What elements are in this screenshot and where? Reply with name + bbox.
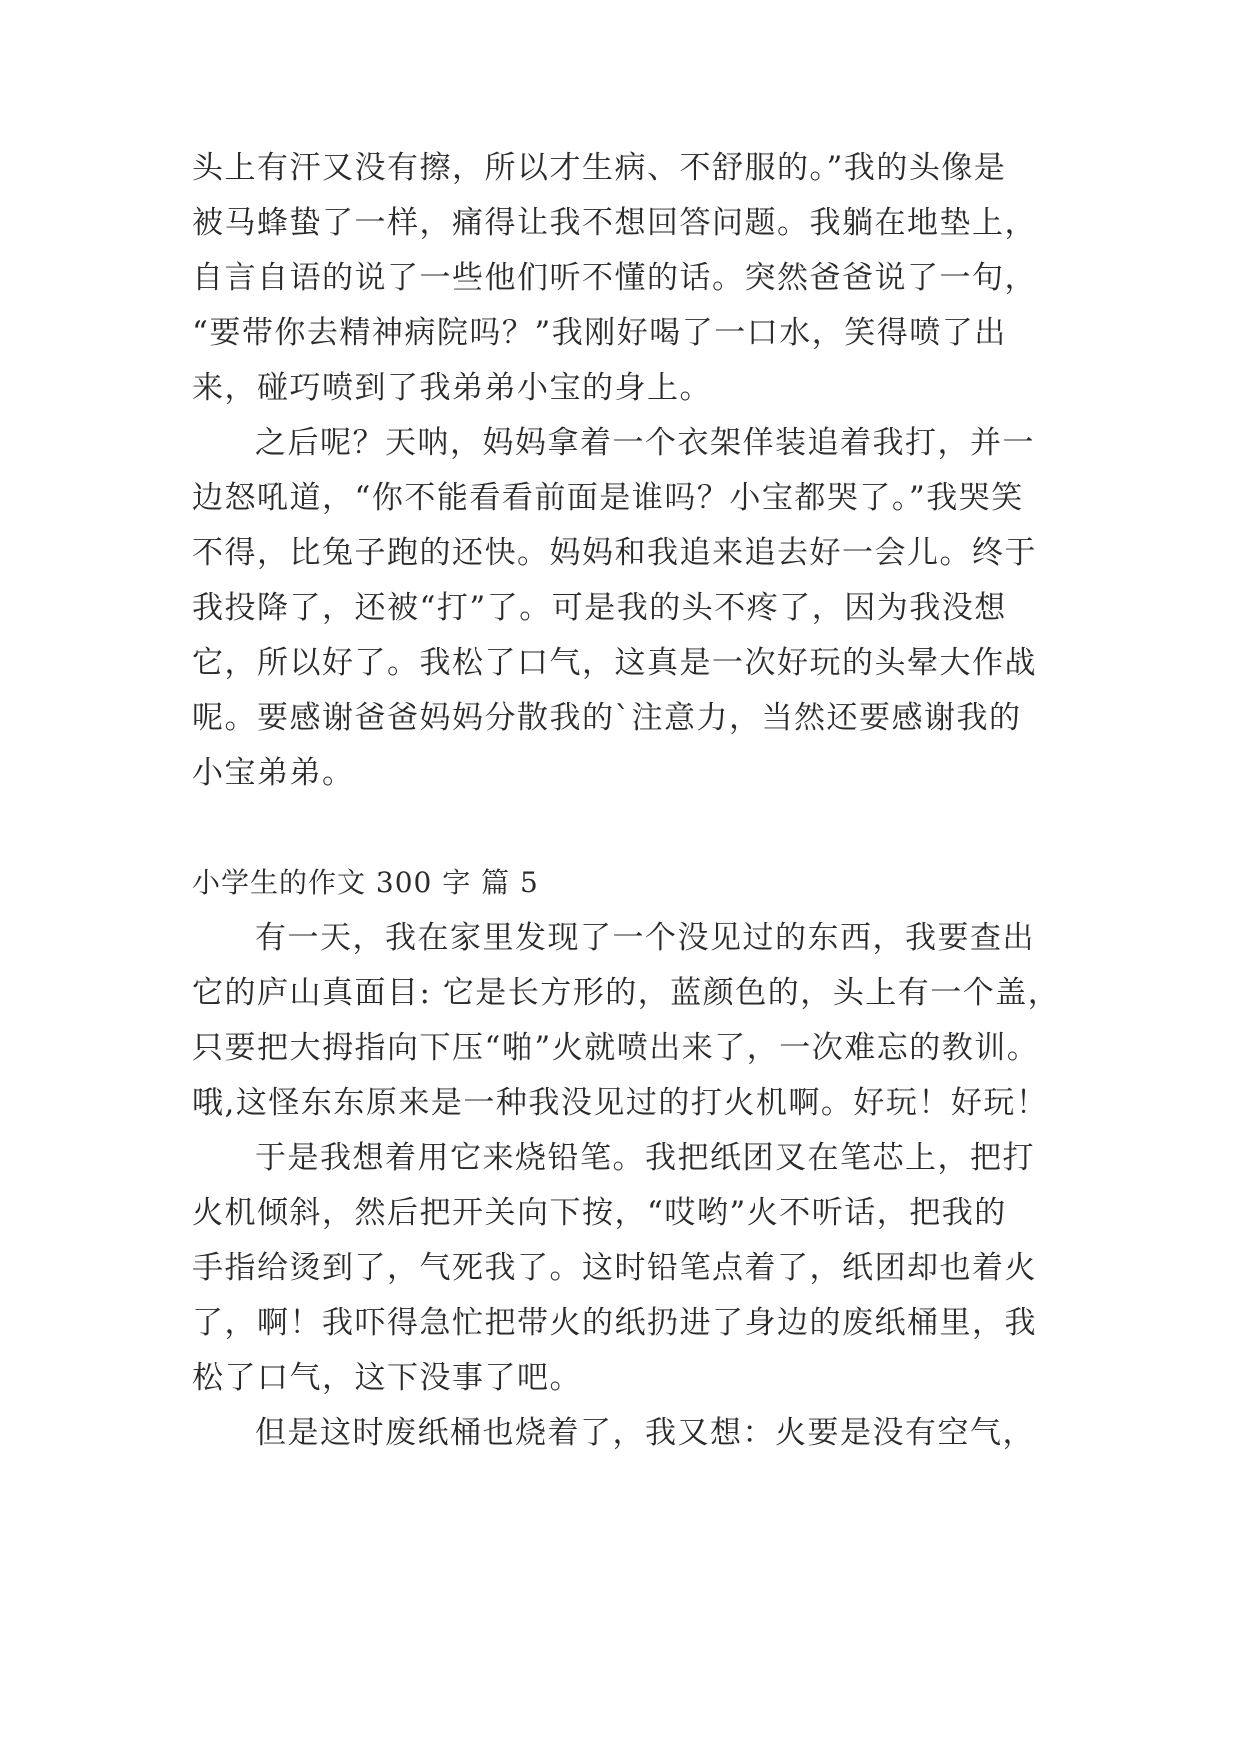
text-line: 松了口气，这下没事了吧。 (192, 1360, 582, 1396)
text-line: 只要把大拇指向下压“啪”火就喷出来了，一次难忘的教训。 (192, 1030, 1040, 1066)
text-line: 手指给烫到了，气死我了。这时铅笔点着了，纸团却也着火 (192, 1250, 1037, 1286)
text-line: 被马蜂蛰了一样，痛得让我不想回答问题。我躺在地垫上， (192, 205, 1037, 241)
text-line: 来，碰巧喷到了我弟弟小宝的身上。 (192, 370, 712, 406)
section-heading: 小学生的作文 300 字 篇 5 (192, 866, 539, 899)
paragraph-first-line: 于是我想着用它来烧铅笔。我把纸团叉在笔芯上，把打 (255, 1140, 1035, 1176)
paragraph-first-line: 但是这时废纸桶也烧着了，我又想：火要是没有空气， (255, 1415, 1035, 1451)
text-line: 边怒吼道，“你不能看看前面是谁吗？小宝都哭了。”我哭笑 (192, 480, 1024, 516)
text-line: 不得，比兔子跑的还快。妈妈和我追来追去好一会儿。终于 (192, 535, 1037, 571)
text-line: 小宝弟弟。 (192, 755, 355, 791)
text-line: 我投降了，还被“打”了。可是我的头不疼了，因为我没想 (192, 590, 1007, 626)
text-line: 哦,这怪东东原来是一种我没见过的打火机啊。好玩！好玩！ (192, 1085, 1049, 1121)
text-line: “要带你去精神病院吗？”我刚好喝了一口水，笑得喷了出 (192, 315, 1007, 351)
text-line: 它，所以好了。我松了口气，这真是一次好玩的头晕大作战 (192, 645, 1037, 681)
text-line: 头上有汗又没有擦，所以才生病、不舒服的。”我的头像是 (192, 150, 1007, 186)
text-line: 它的庐山真面目: 它是长方形的，蓝颜色的，头上有一个盖， (192, 975, 1061, 1011)
paragraph-first-line: 之后呢？天呐，妈妈拿着一个衣架佯装追着我打，并一 (255, 425, 1035, 461)
text-line: 自言自语的说了一些他们听不懂的话。突然爸爸说了一句， (192, 260, 1037, 296)
text-line: 火机倾斜，然后把开关向下按，“哎哟”火不听话，把我的 (192, 1195, 1007, 1231)
paragraph-first-line: 有一天，我在家里发现了一个没见过的东西，我要查出 (255, 920, 1035, 956)
text-line: 呢。要感谢爸爸妈妈分散我的`注意力，当然还要感谢我的 (192, 700, 1022, 736)
text-line: 了，啊！我吓得急忙把带火的纸扔进了身边的废纸桶里，我 (192, 1305, 1037, 1341)
